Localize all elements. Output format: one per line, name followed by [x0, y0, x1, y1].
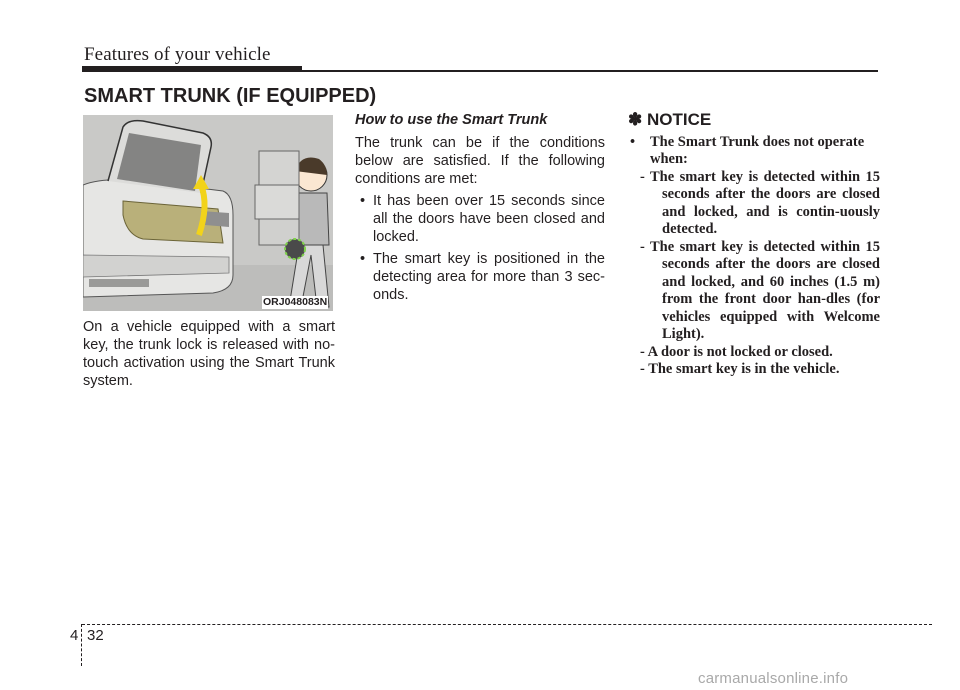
notice-item: - The smart key is detected within 15 seconds after the doors are closed and locked, and 60 inches (1.5 m) from the front door han-dles (for vehicles equipped with Welcome Light). [640, 238, 880, 342]
notice-item: - The smart key is in the vehicle. [640, 361, 840, 377]
notice-item: - The smart key is detected within 15 seconds after the doors are closed and locked, and is contin-uously detected. [640, 168, 880, 237]
smart-trunk-illustration [83, 115, 333, 311]
bullet-icon: • [360, 251, 366, 267]
page-number: 32 [87, 627, 104, 644]
notice-bullet-cont: when: [650, 151, 688, 167]
header-rule [302, 70, 878, 72]
header-rule-thick [82, 66, 302, 72]
notice-heading [628, 111, 880, 129]
how-to-use-column [355, 111, 605, 308]
how-to-use-heading: How to use the Smart Trunk [355, 112, 548, 128]
bullet-icon: • [630, 133, 636, 150]
notice-box [628, 111, 880, 379]
condition-item [355, 192, 605, 246]
notice-bullet-text: The Smart Trunk does not operate [650, 133, 865, 150]
footer-divider [81, 624, 82, 666]
chapter-number: 4 [70, 627, 79, 644]
intro-paragraph: On a vehicle equipped with a smart key, the trunk lock is released with no-touch activation using the Smart Trunk system. [83, 319, 335, 389]
figure-code: ORJ048083N [263, 296, 328, 308]
condition-text: It has been over 15 seconds since all the doors have been closed and locked. [373, 193, 605, 245]
condition-text: The smart key is positioned in the detecting area for more than 3 sec-onds. [373, 251, 605, 303]
condition-item [355, 250, 605, 304]
page-header-title: Features of your vehicle [84, 44, 271, 65]
notice-item: - A door is not locked or closed. [640, 343, 833, 360]
notice-bullet [628, 134, 880, 152]
how-to-use-intro: The trunk can be if the conditions below are satisfied. If the following conditions are met: [355, 135, 605, 187]
notice-star-icon: ✽ [628, 110, 643, 129]
section-title: SMART TRUNK (IF EQUIPPED) [84, 85, 377, 107]
notice-title: NOTICE [646, 110, 712, 129]
watermark: carmanualsonline.info [698, 670, 849, 687]
footer-rule [82, 624, 932, 625]
bullet-icon: • [360, 193, 366, 209]
